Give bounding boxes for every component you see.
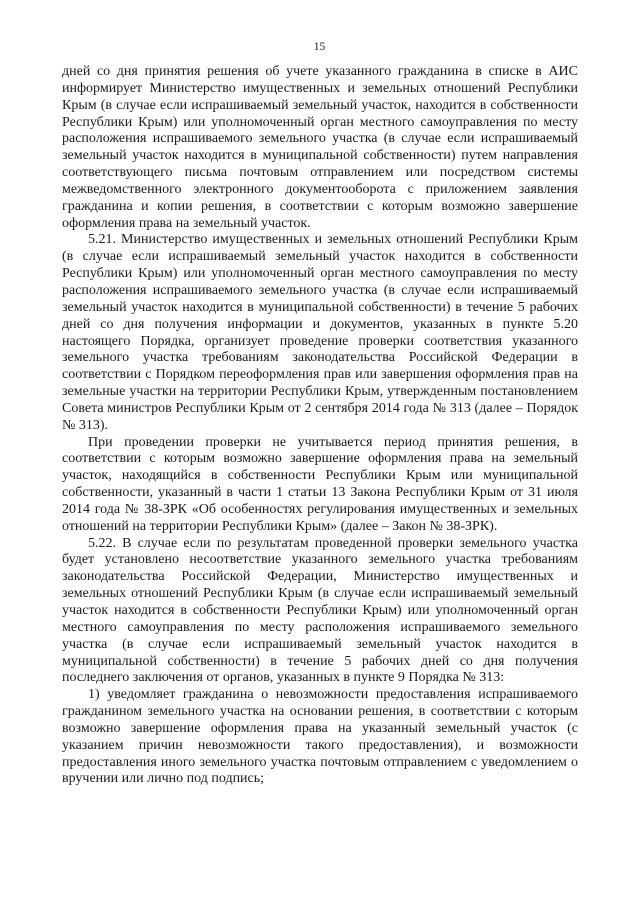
document-body bbox=[62, 64, 578, 788]
list-item-1: 1) уведомляет гражданина о невозможности предоставления испрашиваемого гражданином земельного участка на основании решения, в соответствии с которым возможно завершение оформления права на указанный земельный участок (с указанием причин невозможности такого предоставления), и возможности предоставления иного земельного участка почтовым отправлением с уведомлением о вручении или лично под подпись; bbox=[62, 687, 578, 787]
paragraph-continuation: дней со дня принятия решения об учете указанного гражданина в списке в АИС информирует Министерство имущественных и земельных отношений Республики Крым (в случае если испрашиваемый земельный участок, находится в собственности Республики Крым) или уполномоченный орган местного самоуправления по месту расположения испрашиваемого земельного участка (в случае если испрашиваемый земельный участок находится в муниципальной собственности) путем направления соответствующего письма почтовым отправлением или посредством системы межведомственного электронного документооборота с приложением заявления гражданина и копии решения, в соответствии с которым возможно завершение оформления права на земельный участок. bbox=[62, 64, 578, 231]
paragraph-check-period: При проведении проверки не учитывается период принятия решения, в соответствии с которым возможно завершение оформления права на земельный участок, находящийся в собственности Республики Крым или муниципальной собственности, указанный в части 1 статьи 13 Закона Республики Крым от 31 июля 2014 года № 38-ЗРК «Об особенностях регулирования имущественных и земельных отношений на территории Республики Крым» (далее – Закон № 38-ЗРК). bbox=[62, 434, 578, 534]
page-number: 15 bbox=[313, 41, 326, 53]
paragraph-5-21: 5.21. Министерство имущественных и земельных отношений Республики Крым (в случае если испрашиваемый земельный участок находится в собственности Республики Крым) или уполномоченный орган местного самоуправления по месту расположения испрашиваемого земельного участка (в случае если испрашиваемый земельный участок находится в муниципальной собственности) в течение 5 рабочих дней со дня получения информации и документов, указанных в пункте 5.20 настоящего Порядка, организует проведение проверки соответствия указанного земельного участка требованиям законодательства Российской Федерации в соответствии с Порядком переоформления прав или завершения оформления прав на земельные участки на территории Республики Крым, утвержденным постановлением Совета министров Республики Крым от 2 сентября 2014 года № 313 (далее – Порядок № 313). bbox=[62, 232, 578, 433]
paragraph-5-22: 5.22. В случае если по результатам проведенной проверки земельного участка будет установлено несоответствие указанного земельного участка требованиям законодательства Российской Федерации, Министерство имущественных и земельных отношений Республики Крым (в случае если испрашиваемый земельный участок находится в собственности Республики Крым) или уполномоченный орган местного самоуправления по месту расположения испрашиваемого земельного участка (в случае если испрашиваемый земельный участок находится в муниципальной собственности) в течение 5 рабочих дней со дня получения последнего заключения от органов, указанных в пункте 9 Порядка № 313: bbox=[62, 535, 578, 686]
